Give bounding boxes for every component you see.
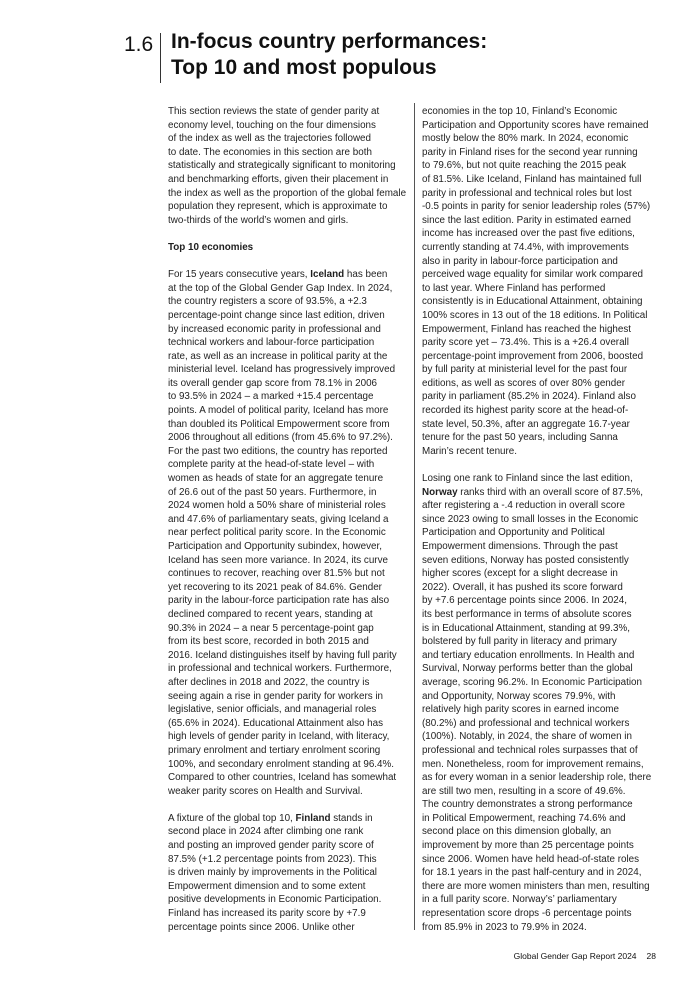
left-column — [168, 105, 407, 934]
paragraph-line: two-thirds of the world’s women and girls. — [168, 214, 349, 226]
paragraph-line: (100%). Notably, in 2024, the share of women in — [422, 731, 632, 743]
paragraph-line — [168, 812, 403, 826]
paragraph-line: parity in the labour-force participation rate has also — [168, 595, 390, 607]
paragraph-line: near perfect political parity score. In the Economic — [168, 527, 386, 539]
paragraph-line: and benchmarking efforts, given their placement in — [168, 173, 389, 185]
paragraph-line: from its best score, recorded in both 2015 and — [168, 636, 369, 648]
paragraph-line — [422, 486, 660, 500]
finland-paragraph — [168, 812, 403, 934]
paragraph-line: continues to recover, reaching over 81.5% but not — [168, 568, 385, 580]
paragraph-line: tenure for the past 50 years, including Sanna — [422, 432, 618, 444]
paragraph-line: (65.6% in 2024). Educational Attainment also has — [168, 717, 384, 729]
paragraph-line: are still two men, resulting in a score of 49.6%. — [422, 785, 626, 797]
paragraph-line: improvement by more than 25 percentage points — [422, 840, 634, 852]
paragraph-line: by +7.6 percentage points since 2006. In 2024, — [422, 595, 627, 607]
paragraph-line: This section reviews the state of gender parity at — [168, 106, 380, 117]
paragraph-line: since 2006. Women have held head-of-state roles — [422, 853, 640, 865]
section-number: 1.6 — [124, 33, 154, 56]
paragraph-line: than doubled its Political Empowerment score from — [168, 418, 390, 430]
paragraph-line: rate, as well as an increase in political parity at the — [168, 350, 388, 362]
paragraph-line: by increased economic parity in professional and — [168, 323, 381, 335]
paragraph-line: second place on this dimension globally, an — [422, 826, 612, 838]
paragraph-line: to 93.5% in 2024 – a marked +15.4 percentage — [168, 391, 374, 403]
paragraph-line: and Opportunity, Norway scores 79.9%, with — [422, 690, 616, 702]
column-divider — [414, 103, 415, 930]
paragraph-line: parity score yet – 73.4%. This is a +26.4 overall — [422, 337, 629, 349]
country-name-norway: Norway — [422, 486, 458, 498]
paragraph-line: declined compared to recent years, standing at — [168, 608, 373, 620]
page-title — [171, 29, 487, 81]
paragraph-line: parity in parliament (85.2% in 2024). Finland also — [422, 391, 636, 403]
paragraph-line: since the last edition. Parity in estimated earned — [422, 214, 632, 226]
paragraph-line: professional and technical roles surpasses that of — [422, 744, 638, 756]
page-footer — [514, 951, 656, 961]
paragraph-line: consistently is in Educational Attainment, obtaining — [422, 296, 643, 308]
paragraph-line: statistically and strategically significant to monitoring — [168, 160, 396, 172]
paragraph-line: editions, as well as scores of over 80% gender — [422, 377, 625, 389]
paragraph-line: Finland has increased its parity score by +7.9 — [168, 908, 366, 920]
paragraph-line: Participation and Opportunity subindex, however, — [168, 541, 382, 552]
paragraph-line: percentage points since 2006. Unlike other — [168, 921, 355, 933]
paragraph-line: (80.2%) and professional and technical workers — [422, 717, 630, 729]
subheading-top-10: Top 10 economies — [168, 241, 254, 253]
paragraph-line: positive developments in Economic Participation. — [168, 894, 382, 906]
paragraph-line: Survival, Norway performs better than the global — [422, 663, 633, 675]
country-name-finland: Finland — [295, 812, 331, 824]
paragraph-line: is driven mainly by improvements in the Political — [168, 867, 377, 879]
paragraph-line: population they represent, which is approximate to — [168, 201, 388, 213]
paragraph-line: women as heads of state for an aggregate tenure — [168, 473, 384, 485]
paragraph-line: in Political Empowerment, reaching 74.6% and — [422, 812, 626, 824]
paragraph-line: Compared to other countries, Iceland has somewhat — [168, 772, 397, 784]
norway-lead-end: ranks third with an overall score of 87.5%, — [457, 486, 644, 498]
paragraph-line: Empowerment, Finland has reached the highest — [422, 323, 632, 335]
paragraph-line — [168, 268, 403, 282]
paragraph-line: -0.5 points in parity for senior leadership roles (57%) — [422, 201, 651, 213]
paragraph-line: 2006 throughout all editions (from 45.6% to 97.2%). — [168, 432, 393, 444]
paragraph-line: to last year. Where Finland has performed — [422, 282, 606, 294]
paragraph-line: 2024 women hold a 50% share of ministerial roles — [168, 500, 386, 512]
paragraph-line: for 18.1 years in the past half-century and in 2024, — [422, 867, 642, 879]
paragraph-line: 100% scores in 13 out of the 18 editions. In Political — [422, 309, 648, 321]
paragraph-line: there are more women ministers than men, resulting — [422, 880, 650, 892]
paragraph-line: Losing one rank to Finland since the last edition, — [422, 473, 633, 485]
paragraph-line: the country registers a score of 93.5%, a +2.3 — [168, 296, 367, 308]
paragraph-line: and 47.6% of parliamentary seats, giving Iceland a — [168, 513, 389, 525]
paragraph-line: and posting an improved gender parity score of — [168, 840, 374, 852]
paragraph-line: 100%, and secondary enrolment standing at 96.4%. — [168, 758, 395, 770]
paragraph-line: representation score drops -6 percentage points — [422, 908, 632, 920]
paragraph-line: since 2023 owing to small losses in the Economic — [422, 513, 639, 525]
paragraph-line: economies in the top 10, Finland’s Economic — [422, 106, 618, 117]
paragraph-line: technical workers and labour-force participation — [168, 337, 375, 349]
paragraph-line: Empowerment dimensions. Through the past — [422, 541, 618, 552]
finland-paragraph-continued — [422, 105, 660, 458]
country-name-iceland: Iceland — [310, 269, 345, 281]
paragraph-line: seven editions, Norway has posted consistently — [422, 554, 629, 566]
paragraph-line: For the past two editions, the country has reported — [168, 445, 388, 457]
paragraph-line: in professional and technical workers. Furthermore, — [168, 663, 392, 675]
paragraph-line: percentage-point improvement from 2006, boosted — [422, 350, 644, 362]
norway-paragraph — [422, 472, 660, 934]
paragraph-line: state level, 50.3%, after an aggregate 16.7-year — [422, 418, 630, 430]
paragraph-line: to date. The economies in this section are both — [168, 146, 372, 158]
paragraph-line: mostly below the 80% mark. In 2024, economic — [422, 133, 629, 145]
paragraph-line: bolstered by full parity in literacy and primary — [422, 636, 617, 648]
paragraph-line: seeing again a rise in gender parity for workers in — [168, 690, 384, 702]
paragraph-line: from 85.9% in 2023 to 79.9% in 2024. — [422, 921, 587, 933]
paragraph-line: second place in 2024 after climbing one rank — [168, 826, 364, 838]
paragraph-line: after registering a -.4 reduction in overall score — [422, 500, 625, 512]
footer-page-number: 28 — [646, 951, 656, 961]
iceland-lead-end: has been — [344, 269, 388, 281]
finland-lead: A fixture of the global top 10, — [168, 812, 296, 824]
paragraph-line: its best performance in terms of absolute scores — [422, 608, 632, 620]
paragraph-line: weaker parity scores on Health and Survival. — [168, 785, 363, 797]
iceland-lead: For 15 years consecutive years, — [168, 269, 311, 281]
footer-report-name: Global Gender Gap Report 2024 — [513, 951, 637, 961]
title-line-2: Top 10 and most populous — [171, 56, 437, 79]
paragraph-line: parity in professional and technical roles but lost — [422, 187, 632, 199]
paragraph-line: legislative, senior officials, and managerial roles — [168, 704, 377, 716]
paragraph-line: after declines in 2018 and 2022, the country is — [168, 676, 370, 688]
title-line-1: In-focus country performances: — [171, 30, 488, 53]
paragraph-line: currently standing at 74.4%, with improvements — [422, 241, 629, 253]
paragraph-line: ministerial level. Iceland has progressively improved — [168, 364, 396, 376]
paragraph-line: Participation and Opportunity scores have remained — [422, 119, 649, 131]
paragraph-line: Iceland has seen more variance. In 2024, its curve — [168, 554, 388, 566]
paragraph-line: economy level, touching on the four dimensions — [168, 119, 376, 131]
paragraph-line: points. A model of political parity, Iceland has more — [168, 405, 389, 417]
paragraph-line: higher scores (except for a slight decrease in — [422, 568, 618, 580]
paragraph-line: as for every woman in a senior leadership role, there — [422, 772, 652, 784]
paragraph-line: parity in Finland rises for the second year running — [422, 146, 638, 158]
paragraph-line: and tertiary education enrollments. In Health and — [422, 649, 635, 661]
paragraph-line: yet recovering to its 2021 peak of 84.6%. Gender — [168, 581, 382, 593]
paragraph-line: Participation and Opportunity and Political — [422, 527, 605, 539]
paragraph-line: of 26.6 out of the past 50 years. Furthermore, in — [168, 486, 377, 498]
paragraph-line: The country demonstrates a strong performance — [422, 799, 633, 811]
iceland-paragraph — [168, 268, 403, 798]
section-divider — [160, 33, 161, 83]
paragraph-line: 2022). Overall, it has pushed its score forward — [422, 581, 623, 593]
paragraph-line: the index as well as the proportion of the global female — [168, 187, 407, 199]
paragraph-line: also in parity in labour-force participation and — [422, 255, 618, 267]
finland-lead-end: stands in — [330, 812, 373, 824]
paragraph-line: Empowerment dimension and to some extent — [168, 880, 366, 892]
paragraph-line: 87.5% (+1.2 percentage points from 2023). This — [168, 853, 377, 865]
paragraph-line: relatively high parity scores in earned income — [422, 704, 619, 716]
paragraph-line: percentage-point change since last edition, driven — [168, 309, 385, 321]
paragraph-line: to 79.6%, but not quite reaching the 2015 peak — [422, 160, 627, 172]
paragraph-line: of 81.5%. Like Iceland, Finland has maintained full — [422, 173, 642, 185]
paragraph-line: at the top of the Global Gender Gap Index. In 2024, — [168, 282, 393, 294]
paragraph-line: in a full parity score. Norway’s’ parliamentary — [422, 894, 617, 906]
paragraph-line: its overall gender gap score from 78.1% in 2006 — [168, 377, 378, 389]
paragraph-line: 90.3% in 2024 – a near 5 percentage-point gap — [168, 622, 374, 634]
paragraph-line: complete parity at the head-of-state level – with — [168, 459, 375, 471]
paragraph-line: men. Nonetheless, room for improvement remains, — [422, 758, 644, 770]
paragraph-line: is in Educational Attainment, standing at 99.3%, — [422, 622, 630, 634]
paragraph-line: of the index as well as the trajectories followed — [168, 133, 371, 145]
paragraph-line: primary enrolment and tertiary enrolment scoring — [168, 744, 381, 756]
paragraph-line: average, scoring 96.2%. In Economic Participation — [422, 676, 642, 688]
paragraph-line: high levels of gender parity in Iceland, with literacy, — [168, 731, 390, 743]
paragraph-line: income has increased over the past five editions, — [422, 228, 635, 240]
paragraph-line: perceived wage equality for similar work compared — [422, 269, 644, 281]
paragraph-line: by full parity at ministerial level for the past four — [422, 364, 628, 376]
intro-paragraph — [168, 105, 407, 227]
right-column — [422, 105, 660, 934]
paragraph-line: Marin’s recent tenure. — [422, 445, 518, 457]
paragraph-line: recorded its highest parity score at the head-of- — [422, 405, 629, 417]
paragraph-line: 2016. Iceland distinguishes itself by having full parity — [168, 649, 397, 661]
